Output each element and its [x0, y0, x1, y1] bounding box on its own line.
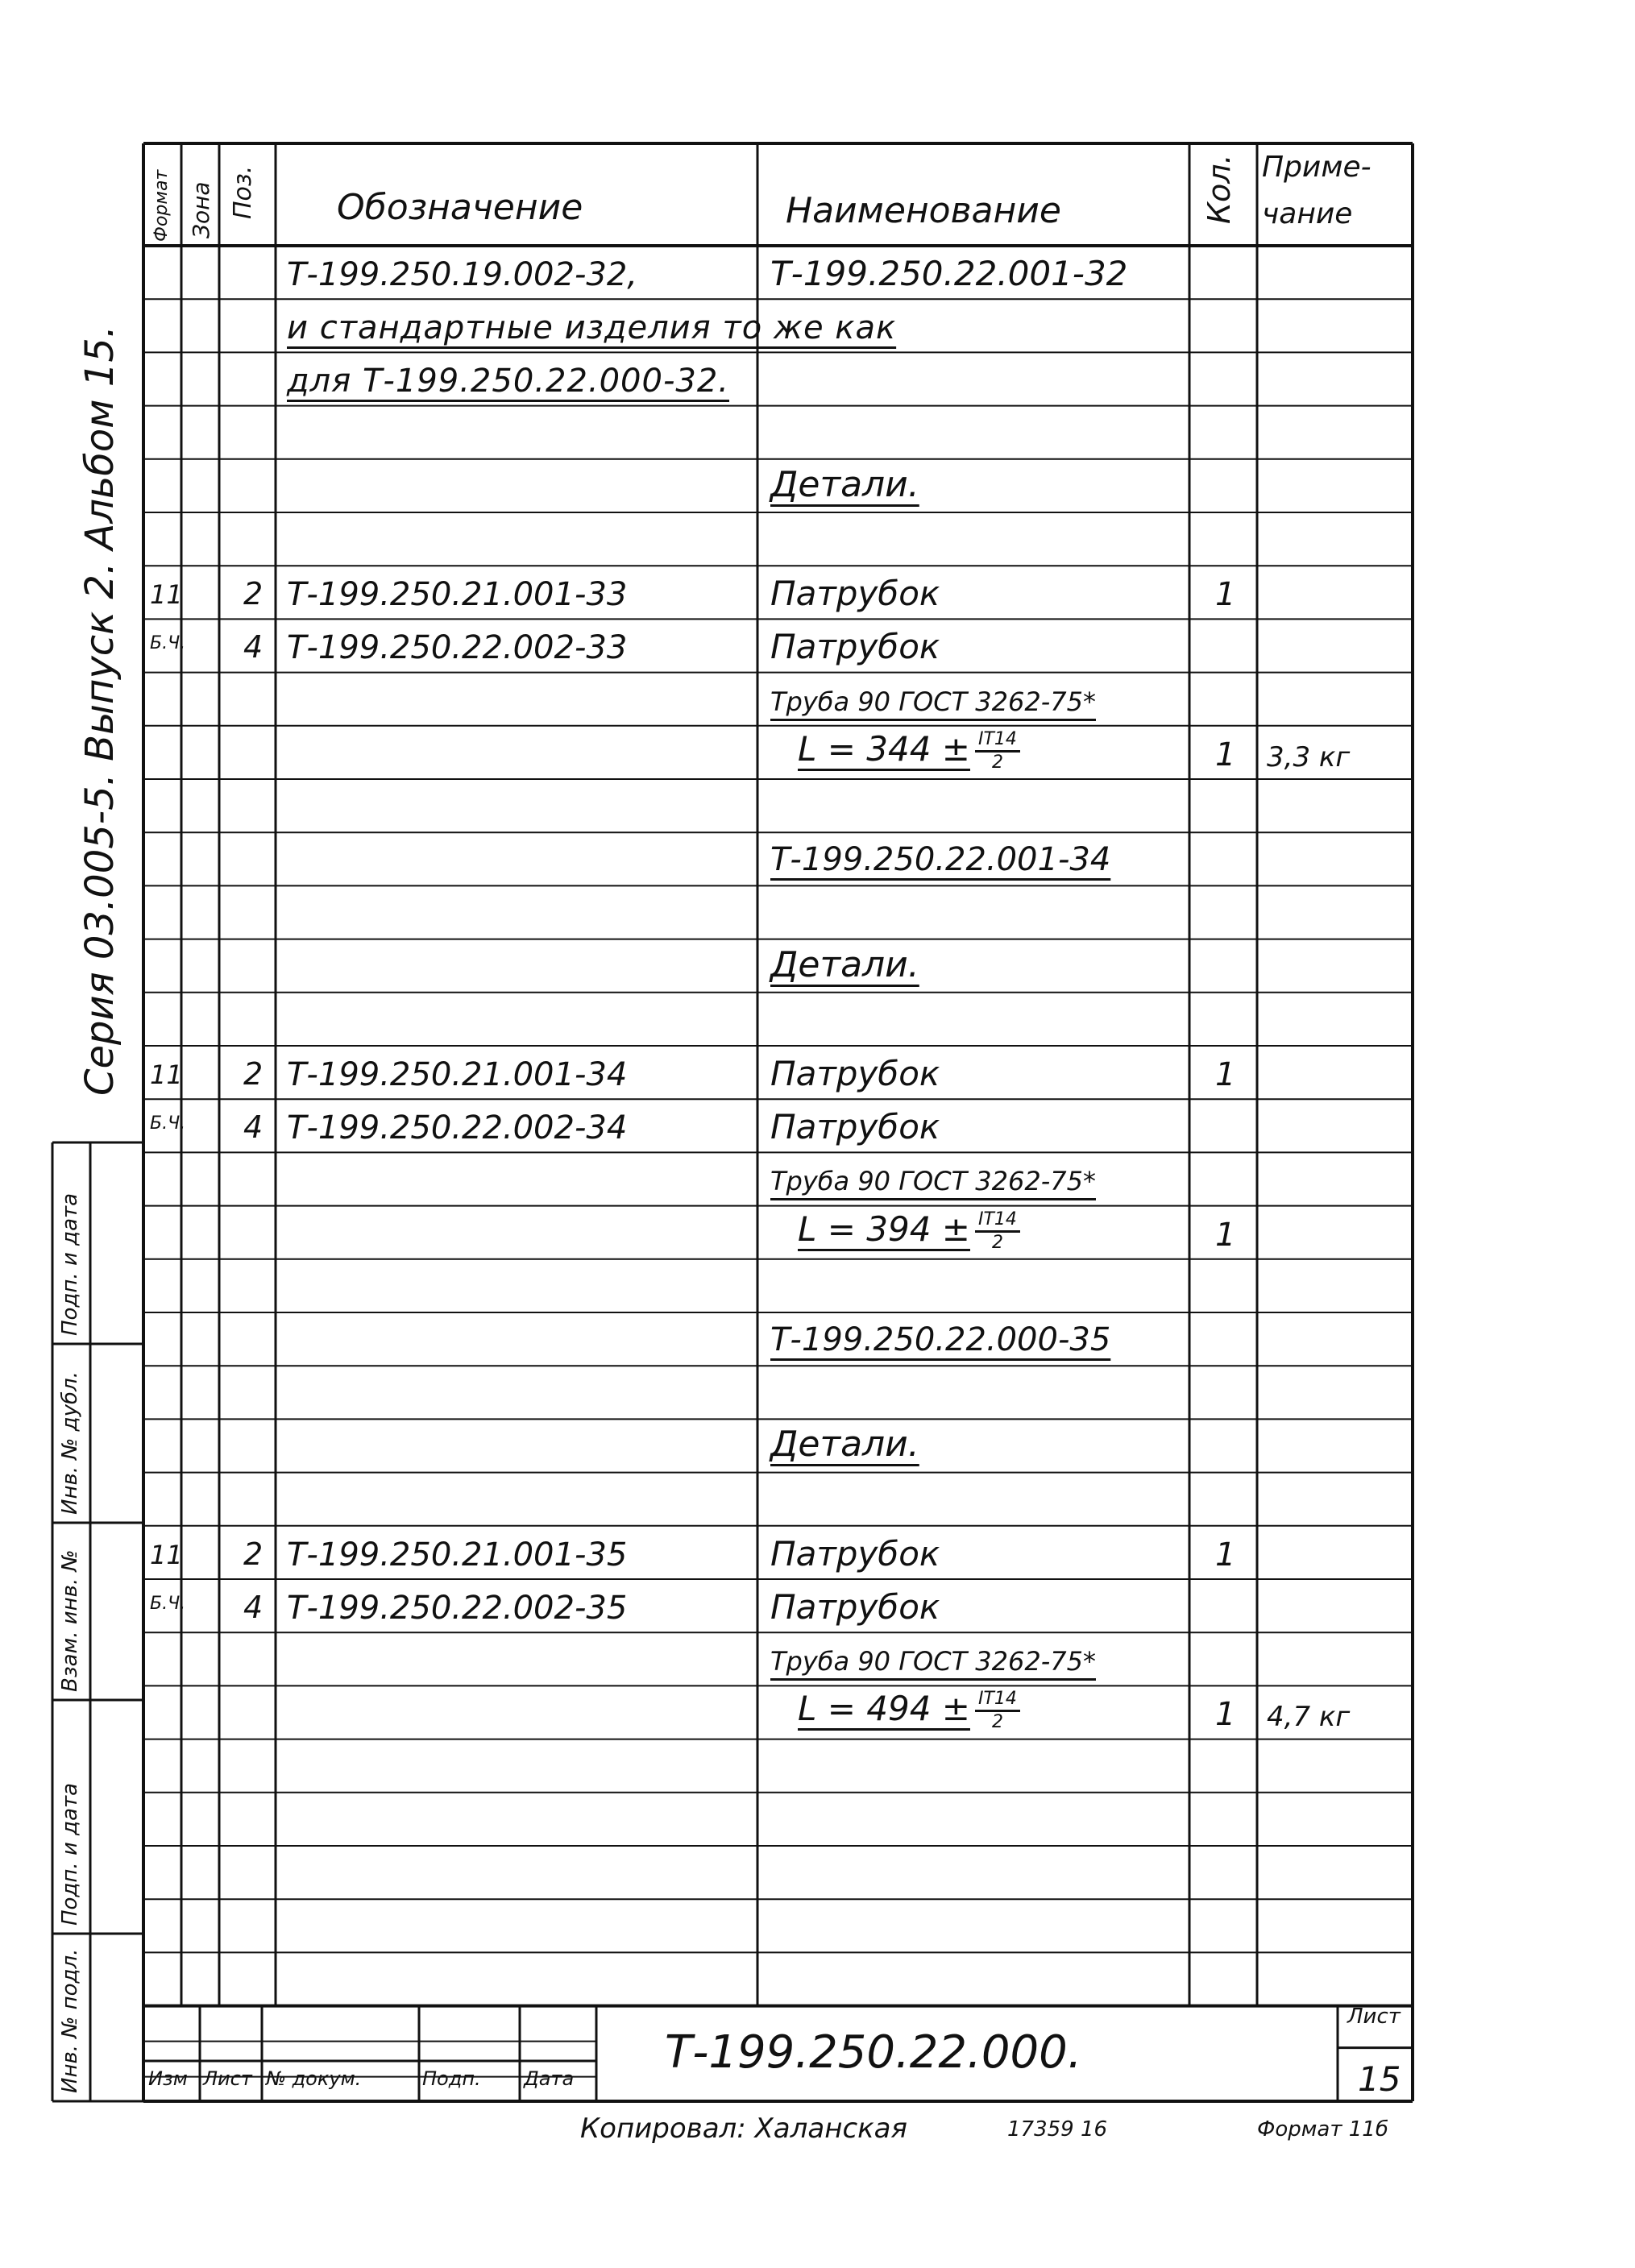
row-pos: 2 — [243, 1056, 264, 1092]
row-name: Патрубок — [770, 574, 940, 614]
margin-stamp-1: Инв. № дубл. — [58, 1371, 82, 1515]
sheet-label: Лист — [1347, 2005, 1401, 2029]
tolerance-denominator: 2 — [991, 1712, 1003, 1733]
header-note-line1: Приме- — [1262, 151, 1371, 184]
row-name: Патрубок — [770, 1587, 940, 1627]
row-name: L = 394 ± — [798, 1209, 970, 1249]
header-designation: Обозначение — [337, 187, 583, 228]
material-line: Труба 90 ГОСТ 3262-75* — [770, 686, 1096, 717]
row-format: Б.Ч. — [150, 633, 186, 654]
header-qty: Кол. — [1201, 154, 1237, 224]
header-pos: Поз. — [229, 165, 257, 219]
row-format: 11 — [150, 1539, 183, 1570]
row-qty: 1 — [1215, 576, 1236, 614]
row-designation: и стандартные изделия то же как — [287, 309, 897, 347]
tb-label-4: Дата — [524, 2067, 575, 2090]
tolerance-numerator: IT14 — [975, 731, 1020, 753]
tolerance-denominator: 2 — [991, 1232, 1003, 1253]
tb-label-2: № докум. — [266, 2067, 362, 2090]
margin-stamp-4: Инв. № подл. — [58, 1948, 82, 2093]
row-note: 4,7 кг — [1267, 1701, 1351, 1734]
margin-stamp-3: Подп. и дата — [58, 1782, 82, 1926]
row-designation: Т-199.250.21.001-33 — [287, 576, 628, 614]
row-format: Б.Ч. — [150, 1113, 186, 1134]
row-designation: Т-199.250.21.001-35 — [287, 1536, 628, 1574]
length-spec — [798, 728, 1020, 773]
tolerance-fraction — [975, 728, 1020, 773]
row-pos: 2 — [243, 1536, 264, 1572]
document-code: Т-199.250.22.000. — [665, 2026, 1082, 2079]
header-zone: Зона — [188, 181, 214, 238]
material-line: Труба 90 ГОСТ 3262-75* — [770, 1646, 1096, 1677]
row-designation: Т-199.250.22.002-35 — [287, 1590, 628, 1627]
tolerance-denominator: 2 — [991, 752, 1003, 773]
row-format: 11 — [150, 579, 183, 611]
margin-stamp-0: Подп. и дата — [58, 1192, 82, 1336]
assembly-heading: Т-199.250.22.000-35 — [770, 1321, 1111, 1358]
length-spec — [798, 1211, 1020, 1252]
row-designation: Т-199.250.19.002-32, — [287, 256, 637, 293]
length-spec — [798, 1690, 1020, 1731]
tolerance-fraction — [975, 1690, 1020, 1731]
header-note-line2: чание — [1262, 197, 1353, 230]
row-name: L = 344 ± — [798, 728, 970, 769]
sheet-number: 15 — [1358, 2059, 1401, 2099]
header-name: Наименование — [786, 190, 1061, 231]
row-name: Т-199.250.22.001-32 — [770, 254, 1128, 293]
header-format: Формат — [151, 169, 172, 242]
row-pos: 4 — [243, 1590, 264, 1625]
sheet-format: Формат 11б — [1257, 2117, 1388, 2142]
tb-label-1: Лист — [203, 2067, 252, 2090]
row-qty: 1 — [1215, 736, 1236, 773]
tb-label-3: Подп. — [422, 2067, 481, 2090]
copied-by: Копировал: Халанская — [580, 2113, 907, 2145]
row-designation: Т-199.250.22.002-34 — [287, 1109, 628, 1147]
row-designation: Т-199.250.21.001-34 — [287, 1056, 628, 1093]
row-qty: 1 — [1215, 1056, 1236, 1093]
row-name: L = 494 ± — [798, 1689, 970, 1729]
row-designation: Т-199.250.22.002-33 — [287, 629, 628, 667]
order-number: 17359 16 — [1007, 2117, 1108, 2142]
margin-stamp-2: Взам. инв. № — [58, 1549, 82, 1692]
section-heading: Детали. — [770, 1424, 919, 1466]
assembly-heading: Т-199.250.22.001-34 — [770, 841, 1111, 879]
row-designation: для Т-199.250.22.000-32. — [287, 363, 729, 400]
section-heading: Детали. — [770, 943, 919, 985]
row-format: 11 — [150, 1059, 183, 1090]
row-pos: 4 — [243, 1109, 264, 1146]
row-name: Патрубок — [770, 1054, 940, 1093]
row-name: Патрубок — [770, 627, 940, 667]
row-pos: 4 — [243, 629, 264, 665]
tolerance-fraction — [975, 1211, 1020, 1252]
row-qty: 1 — [1215, 1216, 1236, 1254]
row-note: 3,3 кг — [1267, 740, 1351, 773]
section-heading: Детали. — [770, 463, 919, 505]
row-format: Б.Ч. — [150, 1594, 186, 1614]
tolerance-numerator: IT14 — [975, 1690, 1020, 1712]
material-line: Труба 90 ГОСТ 3262-75* — [770, 1166, 1096, 1197]
row-name: Патрубок — [770, 1107, 940, 1147]
row-pos: 2 — [243, 576, 264, 612]
tb-label-0: Изм — [148, 2067, 188, 2090]
series-label: Серия 03.005-5. Выпуск 2. Альбом 15. — [77, 325, 122, 1096]
tolerance-numerator: IT14 — [975, 1211, 1020, 1233]
row-qty: 1 — [1215, 1536, 1236, 1574]
row-name: Патрубок — [770, 1533, 940, 1574]
row-qty: 1 — [1215, 1696, 1236, 1734]
